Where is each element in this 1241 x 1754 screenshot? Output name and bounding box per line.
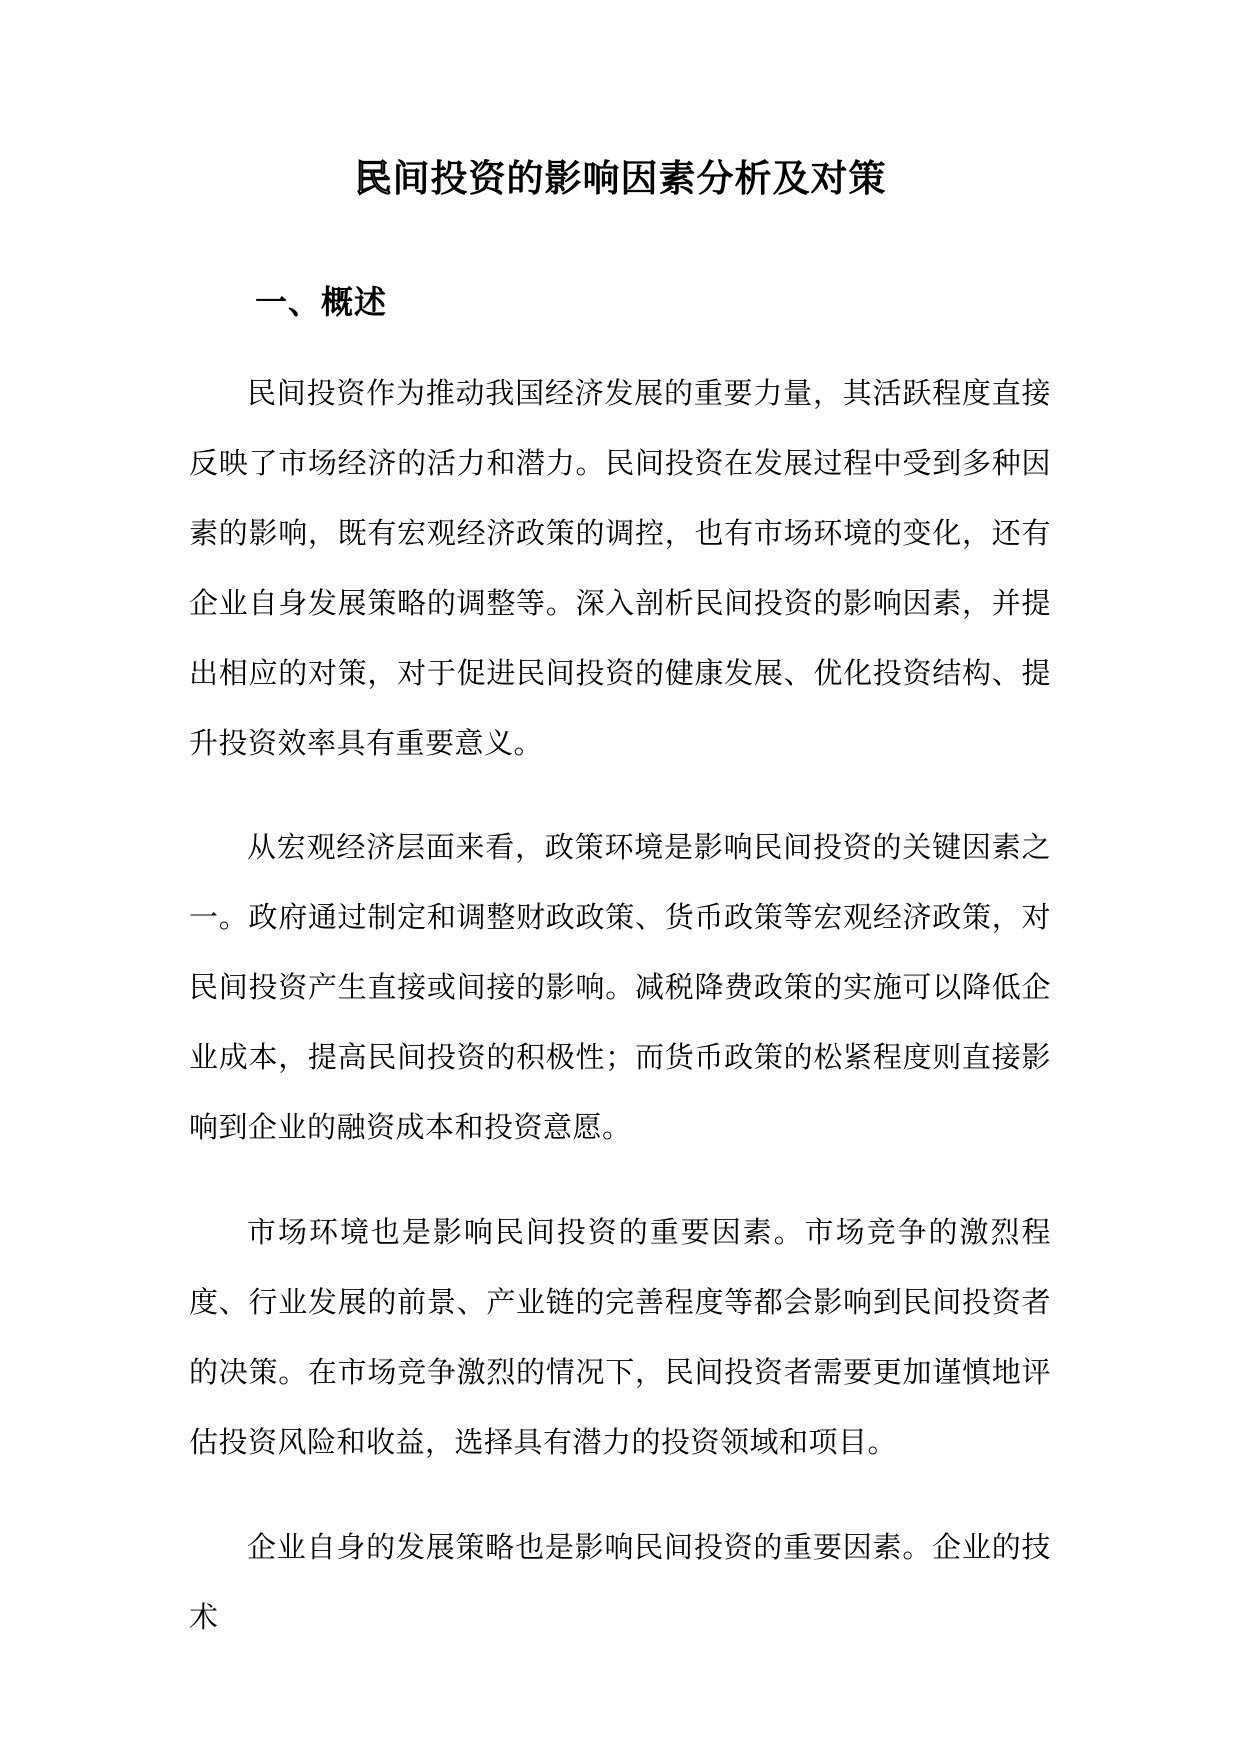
document-title xyxy=(0,152,1241,204)
title-rest: 间投资的影响因素分析及对策 xyxy=(392,156,887,200)
paragraph-3: 市场环境也是影响民间投资的重要因素。市场竞争的激烈程度、行业发展的前景、产业链的完善程度等都会影响到民间投资者的决策。在市场竞争激烈的情况下，民间投资者需要更加谨慎地评估投资风险和收益，选择具有潜力的投资领域和项目。 xyxy=(189,1215,1051,1459)
section-heading: 一、概述 xyxy=(255,283,388,321)
title-first-char: 民 xyxy=(354,156,393,200)
paragraph-1: 民间投资作为推动我国经济发展的重要力量，其活跃程度直接反映了市场经济的活力和潜力。民间投资在发展过程中受到多种因素的影响，既有宏观经济政策的调控，也有市场环境的变化，还有企业自身发展策略的调整等。深入剖析民间投资的影响因素，并提出相应的对策，对于促进民间投资的健康发展、优化投资结构、提升投资效率具有重要意义。 xyxy=(189,376,1051,760)
paragraph-2: 从宏观经济层面来看，政策环境是影响民间投资的关键因素之一。政府通过制定和调整财政政策、货币政策等宏观经济政策，对民间投资产生直接或间接的影响。减税降费政策的实施可以降低企业成本，提高民间投资的积极性；而货币政策的松紧程度则直接影响到企业的融资成本和投资意愿。 xyxy=(189,830,1051,1144)
paragraph-4: 企业自身的发展策略也是影响民间投资的重要因素。企业的技术 xyxy=(189,1530,1051,1634)
